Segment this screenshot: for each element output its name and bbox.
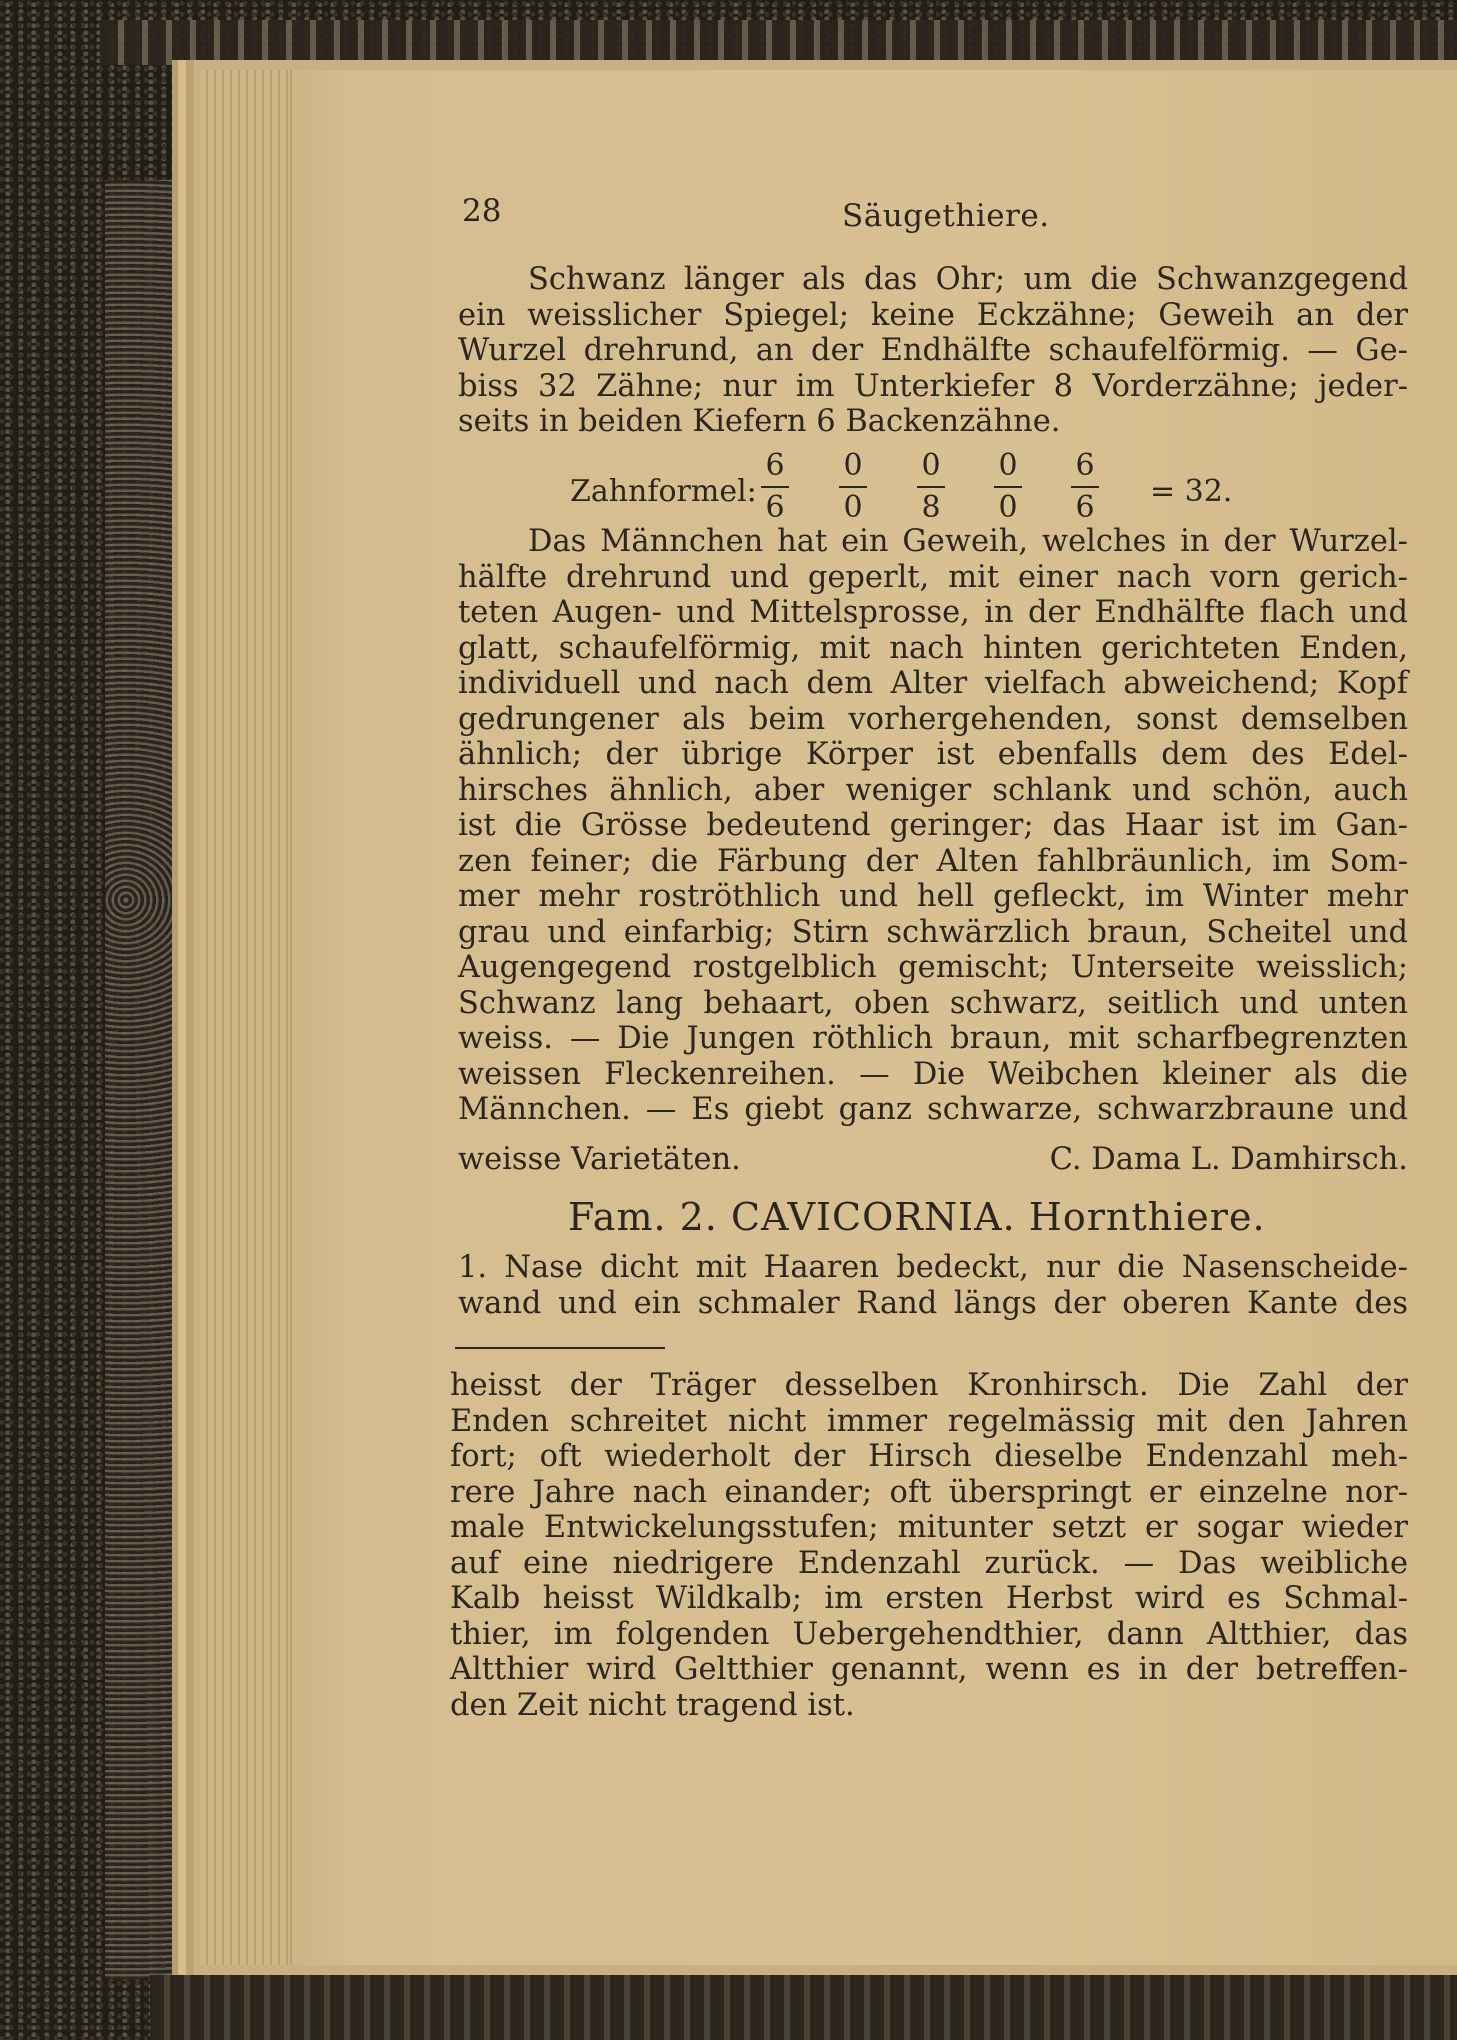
text-line: heisst der Träger desselben Kronhirsch. Die Zahl der (450, 1368, 1408, 1403)
numerator: 6 (765, 448, 785, 483)
text-line: biss 32 Zähne; nur im Unterkiefer 8 Vorderzähne; jeder- (458, 368, 1408, 404)
denominator: 0 (998, 490, 1018, 525)
numerator: 0 (921, 448, 941, 483)
cover-top-edge (100, 20, 1457, 65)
paragraph-2 (458, 524, 1408, 1128)
text-line: den Zeit nicht tragend ist. (450, 1687, 855, 1723)
text-line: Männchen. — Es giebt ganz schwarze, schwarzbraune und (458, 1092, 1408, 1127)
page-header (462, 193, 1412, 233)
tooth-formula (570, 448, 1270, 528)
text-line: Wurzel drehrund, an der Endhälfte schaufelförmig. — Ge- (458, 333, 1408, 368)
formula-result: = 32. (1150, 474, 1233, 509)
text-line: Kalb heisst Wildkalb; im ersten Herbst wird es Schmal- (450, 1581, 1408, 1616)
text-line: auf eine niedrigere Endenzahl zurück. — Das weibliche (450, 1545, 1408, 1581)
text-line: Augengegend rostgelblich gemischt; Unterseite weisslich; (458, 950, 1408, 985)
text-line: Altthier wird Geltthier genannt, wenn es in der betreffen- (450, 1652, 1408, 1687)
paragraph-1 (458, 262, 1408, 440)
formula-fraction (833, 448, 873, 526)
text-line: teten Augen- und Mittelsprosse, in der Endhälfte flach und (458, 595, 1408, 630)
text-line: male Entwickelungsstufen; mitunter setzt er sogar wieder (450, 1510, 1408, 1545)
numerator: 6 (1075, 448, 1095, 483)
fraction-bar (994, 486, 1022, 488)
denominator: 8 (921, 490, 941, 525)
text-line: Schwanz lang behaart, oben schwarz, seitlich und unten (458, 985, 1408, 1021)
fraction-bar (761, 486, 789, 488)
text-line: Enden schreitet nicht immer regelmässig mit den Jahren (450, 1403, 1408, 1439)
page-edges (200, 70, 290, 1965)
text-line: zen feiner; die Färbung der Alten fahlbräunlich, im Som- (458, 843, 1408, 879)
running-head: Säugethiere. (842, 198, 1050, 234)
fraction-bar (839, 486, 867, 488)
text-line: hirsches ähnlich, aber weniger schlank und schön, auch (458, 772, 1408, 808)
text-line: ist die Grösse bedeutend geringer; das Haar ist im Gan- (458, 808, 1408, 843)
species-name: C. Dama L. Damhirsch. (1049, 1142, 1408, 1177)
numerator: 0 (998, 448, 1018, 483)
text-line: weiss. — Die Jungen röthlich braun, mit scharfbegrenzten (458, 1021, 1408, 1056)
cover-bottom-edge (150, 1975, 1457, 2040)
text-line: grau und einfarbig; Stirn schwärzlich braun, Scheitel und (458, 914, 1408, 950)
denominator: 6 (1075, 490, 1095, 525)
key-entry (458, 1250, 1408, 1321)
text-line: wand und ein schmaler Rand längs der oberen Kante des (458, 1285, 1408, 1321)
text-line: ein weisslicher Spiegel; keine Eckzähne; Geweih an der (458, 297, 1408, 333)
formula-fraction (988, 448, 1028, 526)
fraction-bar (917, 486, 945, 488)
text-line: individuell und nach dem Alter vielfach abweichend; Kopf (458, 666, 1408, 701)
text-line: weissen Fleckenreihen. — Die Weibchen kleiner als die (458, 1056, 1408, 1092)
text-line: gedrungener als beim vorhergehenden, sonst demselben (458, 701, 1408, 737)
formula-fraction (1065, 448, 1105, 526)
numerator: 0 (843, 448, 863, 483)
species-line (458, 1142, 1408, 1178)
text-line: weisse Varietäten. (458, 1142, 741, 1177)
fraction-bar (1071, 486, 1099, 488)
family-heading: Fam. 2. CAVICORNIA. Hornthiere. (568, 1195, 1266, 1239)
denominator: 0 (843, 490, 863, 525)
page-number: 28 (462, 193, 502, 229)
marbled-endpaper (105, 180, 175, 1980)
footnote (450, 1368, 1408, 1723)
text-line: seits in beiden Kiefern 6 Backenzähne. (458, 404, 1061, 439)
formula-label: Zahnformel: (570, 474, 757, 509)
text-line: ähnlich; der übrige Körper ist ebenfalls dem des Edel- (458, 737, 1408, 772)
formula-fraction (755, 448, 795, 526)
text-line: mer mehr roströthlich und hell gefleckt, im Winter mehr (458, 879, 1408, 914)
footnote-rule (455, 1347, 665, 1349)
formula-fraction (911, 448, 951, 526)
text-line: 1. Nase dicht mit Haaren bedeckt, nur die Nasenscheide- (458, 1250, 1408, 1285)
text-line: glatt, schaufelförmig, mit nach hinten gerichteten Enden, (458, 630, 1408, 666)
text-line: rere Jahre nach einander; oft überspringt er einzelne nor- (450, 1474, 1408, 1510)
text-line: Das Männchen hat ein Geweih, welches in der Wurzel- (528, 524, 1408, 559)
text-line: hälfte drehrund und geperlt, mit einer nach vorn gerich- (458, 559, 1408, 595)
text-line: Schwanz länger als das Ohr; um die Schwanzgegend (528, 262, 1408, 297)
text-line: fort; oft wiederholt der Hirsch dieselbe Endenzahl meh- (450, 1439, 1408, 1474)
denominator: 6 (765, 490, 785, 525)
text-line: thier, im folgenden Uebergehendthier, dann Altthier, das (450, 1616, 1408, 1652)
